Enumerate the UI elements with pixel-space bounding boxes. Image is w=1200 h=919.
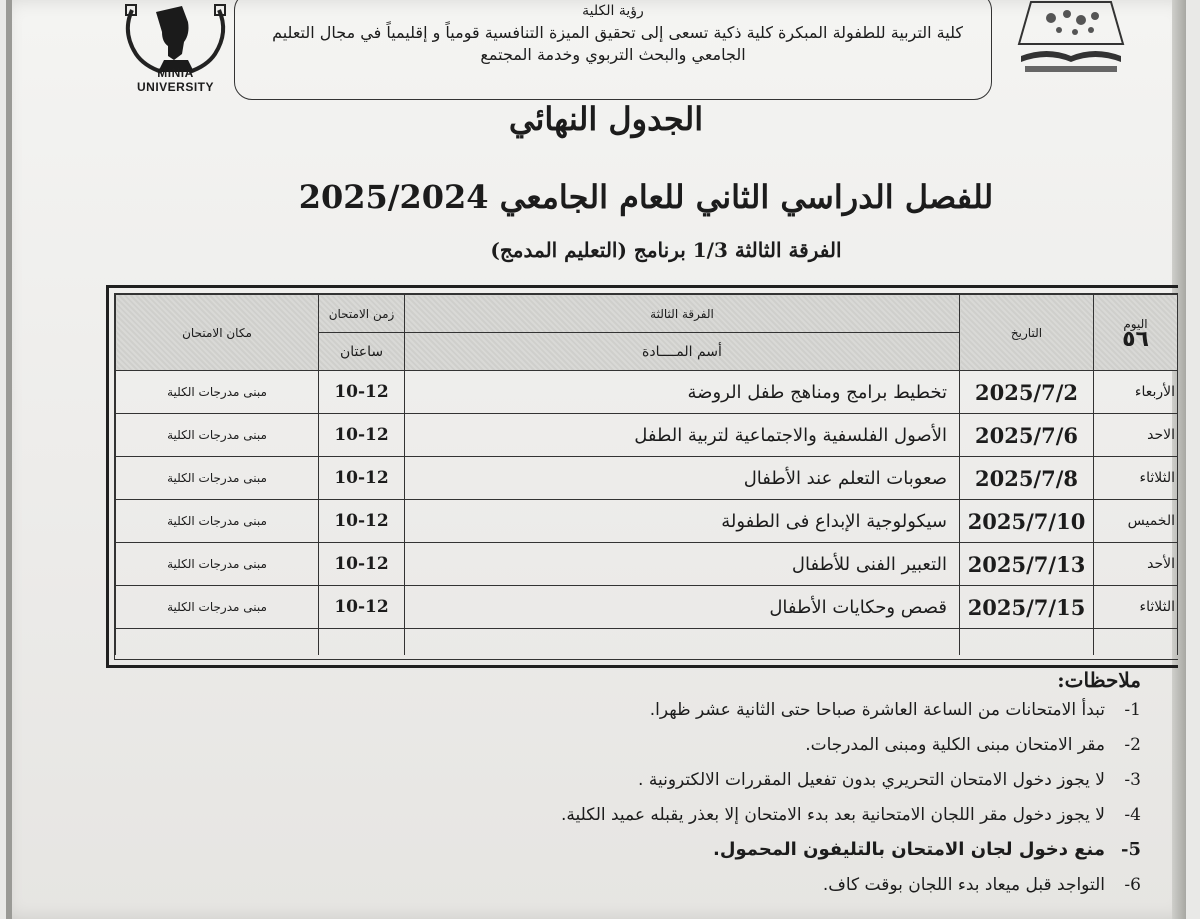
cell-place: مبنى مدرجات الكلية bbox=[116, 586, 319, 629]
cell-subject: التعبير الفنى للأطفال bbox=[405, 543, 960, 586]
cell-place: مبنى مدرجات الكلية bbox=[116, 543, 319, 586]
table-row bbox=[116, 414, 1178, 457]
cell-subject: قصص وحكايات الأطفال bbox=[405, 586, 960, 629]
note-item: 3-لا يجوز دخول الامتحان التحريري بدون تفعيل المقررات الالكترونية . bbox=[638, 770, 1141, 790]
table-row bbox=[116, 457, 1178, 500]
table-row bbox=[116, 543, 1178, 586]
vision-text: كلية التربية للطفولة المبكرة كلية ذكية تسعى إلى تحقيق الميزة التنافسية قومياً و إقليمياً في مجال التعليم bbox=[272, 23, 963, 42]
note-item: 5-منع دخول لجان الامتحان بالتليفون المحمول. bbox=[713, 839, 1141, 860]
cell-date: 2025/7/6 bbox=[960, 414, 1094, 457]
cell-day: الأحد bbox=[1094, 543, 1178, 586]
note-item: 1-تبدأ الامتحانات من الساعة العاشرة صباحا حتى الثانية عشر ظهرا. bbox=[649, 700, 1141, 720]
document-page bbox=[6, 0, 1186, 919]
cell-date: 2025/7/15 bbox=[960, 586, 1094, 629]
college-logo bbox=[1011, 0, 1131, 80]
cell-day: الخميس bbox=[1094, 500, 1178, 543]
university-name: MINIA UNIVERSITY bbox=[136, 66, 214, 94]
note-item: 4-لا يجوز دخول مقر اللجان الامتحانية بعد بدء الامتحان إلا بعذر يقبله عميد الكلية. bbox=[561, 805, 1141, 825]
note-item: 6-التواجد قبل ميعاد بدء اللجان بوقت كاف. bbox=[822, 875, 1141, 895]
cell-date: 2025/7/13 bbox=[960, 543, 1094, 586]
cell-time: 10-12 bbox=[319, 457, 405, 500]
header-place: مكان الامتحان bbox=[116, 295, 319, 371]
table-row bbox=[116, 586, 1178, 629]
cell-time: 10-12 bbox=[319, 371, 405, 414]
notes-title: ملاحظات: bbox=[1057, 668, 1141, 692]
vision-title: رؤية الكلية bbox=[582, 3, 644, 19]
university-logo bbox=[118, 2, 233, 94]
notes-section bbox=[206, 668, 1141, 910]
cell-place: مبنى مدرجات الكلية bbox=[116, 371, 319, 414]
cell-place: مبنى مدرجات الكلية bbox=[116, 457, 319, 500]
cell-place: مبنى مدرجات الكلية bbox=[116, 500, 319, 543]
header-time: زمن الامتحان bbox=[319, 295, 405, 333]
table-row bbox=[116, 500, 1178, 543]
cell-day: الاحد bbox=[1094, 414, 1178, 457]
cell-day: الثلاثاء bbox=[1094, 457, 1178, 500]
cell-date: 2025/7/10 bbox=[960, 500, 1094, 543]
cell-time: 10-12 bbox=[319, 586, 405, 629]
header-day: اليوم ٥٦ bbox=[1094, 295, 1178, 371]
exam-schedule-table bbox=[106, 285, 1178, 668]
term-title: للفصل الدراسي الثاني للعام الجامعي 2025/2024 bbox=[298, 178, 994, 216]
cell-date: 2025/7/2 bbox=[960, 371, 1094, 414]
header-duration: ساعتان bbox=[319, 333, 405, 371]
table-row-empty bbox=[116, 629, 1178, 655]
college-emblem-icon bbox=[1011, 0, 1131, 80]
header-group: الفرقة الثالثة bbox=[405, 295, 960, 333]
cell-subject: تخطيط برامج ومناهج طفل الروضة bbox=[405, 371, 960, 414]
note-item: 2-مقر الامتحان مبنى الكلية ومبنى المدرجات. bbox=[805, 735, 1141, 755]
group-title: الفرقة الثالثة 1/3 برنامج (التعليم المدمج) bbox=[490, 238, 842, 262]
header-date: التاريخ bbox=[960, 295, 1094, 371]
page-title: الجدول النهائي bbox=[508, 100, 704, 138]
cell-time: 10-12 bbox=[319, 414, 405, 457]
college-vision-box bbox=[234, 0, 992, 100]
cell-day: الثلاثاء bbox=[1094, 586, 1178, 629]
cell-subject: سيكولوجية الإبداع فى الطفولة bbox=[405, 500, 960, 543]
cell-place: مبنى مدرجات الكلية bbox=[116, 414, 319, 457]
header-subject: أسم المــــادة bbox=[405, 333, 960, 371]
table-row bbox=[116, 371, 1178, 414]
cell-time: 10-12 bbox=[319, 543, 405, 586]
cell-subject: الأصول الفلسفية والاجتماعية لتربية الطفل bbox=[405, 414, 960, 457]
cell-day: الأربعاء bbox=[1094, 371, 1178, 414]
cell-date: 2025/7/8 bbox=[960, 457, 1094, 500]
cell-subject: صعوبات التعلم عند الأطفال bbox=[405, 457, 960, 500]
vision-text: الجامعي والبحث التربوي وخدمة المجتمع bbox=[480, 45, 746, 64]
cell-time: 10-12 bbox=[319, 500, 405, 543]
